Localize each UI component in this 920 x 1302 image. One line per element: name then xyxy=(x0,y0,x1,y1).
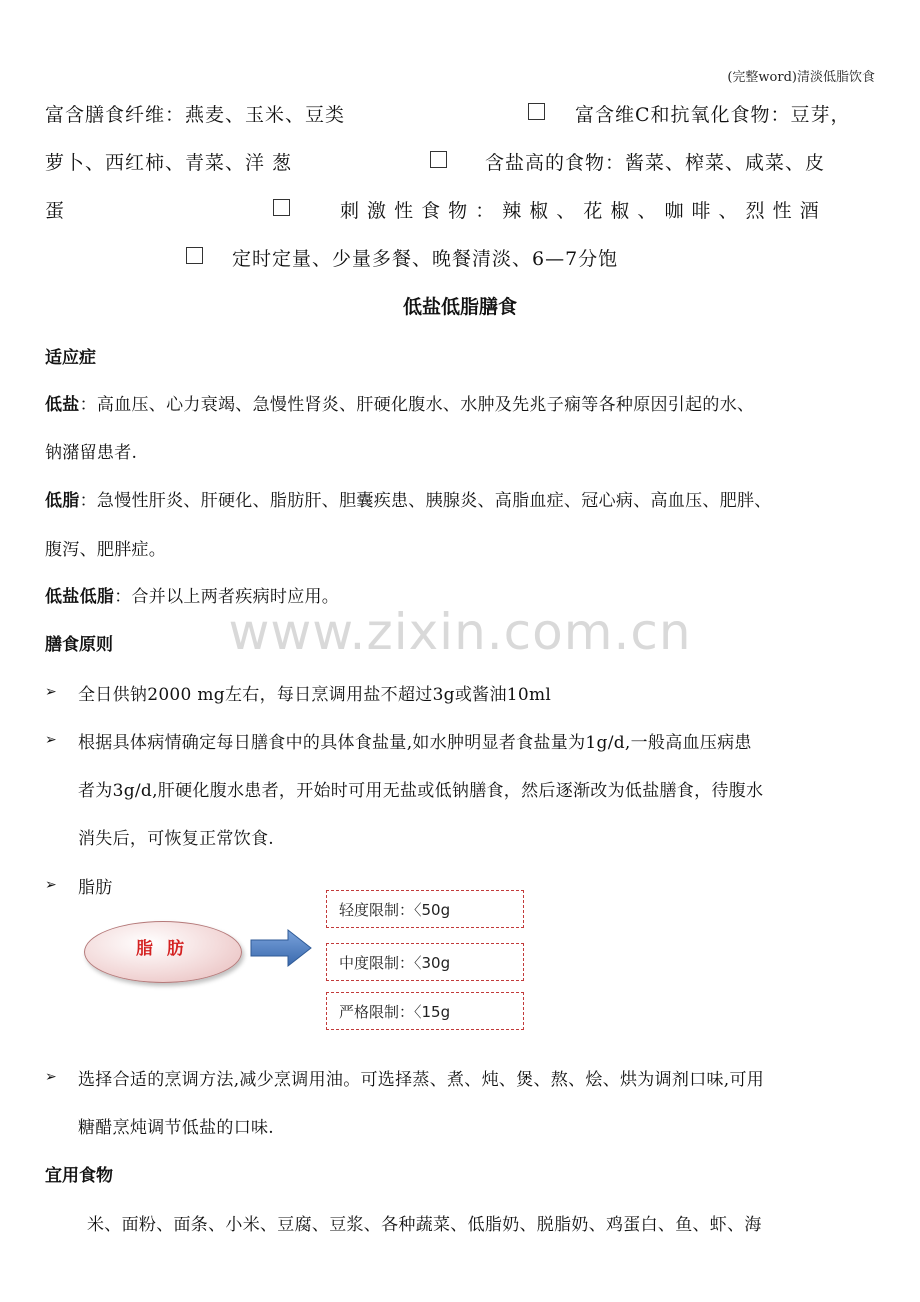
suitable-foods-heading: 宜用食物 xyxy=(45,1166,113,1186)
checkbox-square-icon xyxy=(430,151,447,168)
principle-salt-amount: 根据具体病情确定每日膳食中的具体食盐量,如水肿明显者食盐量为1g/d,一般高血压病患 xyxy=(78,733,752,753)
bullet-arrow-icon: ➢ xyxy=(45,732,57,748)
meal-timing-line: 定时定量、少量多餐、晚餐清淡、6—7分饱 xyxy=(232,248,619,270)
low-fat-paragraph xyxy=(45,486,772,511)
low-fat-text: ：急慢性肝炎、肝硬化、脂肪肝、胆囊疾患、胰腺炎、高脂血症、冠心病、高血压、肥胖、 xyxy=(79,491,772,511)
principle-fat: 脂肪 xyxy=(78,878,113,898)
fat-limit-mild-label: 轻度限制：〈50g xyxy=(339,901,451,919)
low-fat-label: 低脂 xyxy=(45,491,80,511)
fiber-foods-line: 富含膳食纤维：燕麦、玉米、豆类 xyxy=(45,104,346,126)
irritant-foods-line: 刺 激 性 食 物 ： 辣 椒 、 花 椒 、 咖 啡 、 烈 性 酒 xyxy=(340,200,820,222)
vitamin-c-foods-line: 富含维C和抗氧化食物：豆芽， xyxy=(575,104,851,126)
watermark: www.zixin.com.cn xyxy=(228,603,692,661)
principle-cooking: 选择合适的烹调方法,减少烹调用油。可选择蒸、煮、炖、煲、熬、烩、烘为调剂口味,可用 xyxy=(78,1070,765,1090)
fat-limit-moderate-label: 中度限制：〈30g xyxy=(339,954,451,972)
checkbox-square-icon xyxy=(273,199,290,216)
vegetables-line: 萝卜、西红柿、青菜、洋 葱 xyxy=(45,152,293,174)
principle-cooking-continued: 糖醋烹炖调节低盐的口味. xyxy=(78,1118,275,1138)
checkbox-square-icon xyxy=(528,103,545,120)
suitable-foods-text: 米、面粉、面条、小米、豆腐、豆浆、各种蔬菜、低脂奶、脱脂奶、鸡蛋白、鱼、虾、海 xyxy=(87,1215,762,1235)
fat-oval-label: 脂 肪 xyxy=(136,939,188,959)
low-salt-text: ：高血压、心力衰竭、急慢性肾炎、肝硬化腹水、水肿及先兆子痫等各种原因引起的水、 xyxy=(79,395,755,415)
bullet-arrow-icon: ➢ xyxy=(45,1069,57,1085)
low-salt-paragraph xyxy=(45,390,754,415)
egg-line: 蛋 xyxy=(45,200,66,222)
indication-heading: 适应症 xyxy=(45,348,96,368)
high-salt-foods-line: 含盐高的食物：酱菜、榨菜、咸菜、皮 xyxy=(485,152,826,174)
checkbox-square-icon xyxy=(186,247,203,264)
low-fat-text-continued: 腹泻、肥胖症。 xyxy=(45,540,167,560)
low-salt-text-continued: 钠潴留患者. xyxy=(45,443,138,463)
bullet-arrow-icon: ➢ xyxy=(45,684,57,700)
page-title: 低盐低脂膳食 xyxy=(402,296,517,318)
document-header: (完整word)清淡低脂饮食 xyxy=(727,70,875,85)
principle-sodium: 全日供钠2000 mg左右，每日烹调用盐不超过3g或酱油10ml xyxy=(78,685,552,705)
right-arrow-icon xyxy=(248,928,314,968)
combined-text: ：合并以上两者疾病时应用。 xyxy=(114,587,340,607)
principle-salt-amount-end: 消失后，可恢复正常饮食. xyxy=(78,829,275,849)
low-salt-label: 低盐 xyxy=(45,395,80,415)
combined-label: 低盐低脂 xyxy=(45,587,115,607)
principles-heading: 膳食原则 xyxy=(45,635,113,655)
principle-salt-amount-continued: 者为3g/d,肝硬化腹水患者，开始时可用无盐或低钠膳食，然后逐渐改为低盐膳食，待腹水 xyxy=(78,781,764,801)
fat-limit-strict-label: 严格限制：〈15g xyxy=(339,1003,451,1021)
bullet-arrow-icon: ➢ xyxy=(45,877,57,893)
